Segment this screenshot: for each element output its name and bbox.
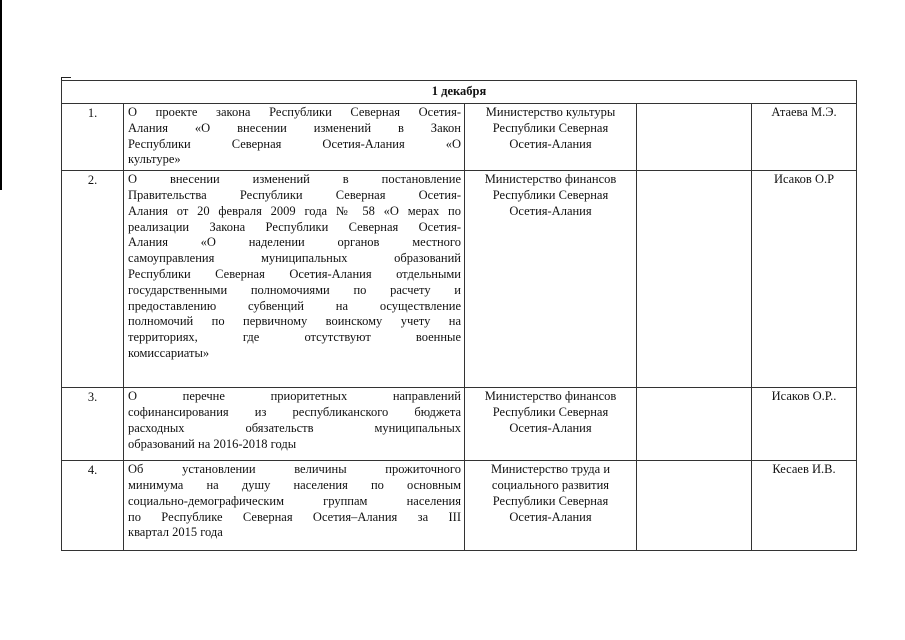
department-line: Министерство культуры [485, 105, 616, 119]
agenda-table [61, 80, 857, 551]
item-title-line: О проекте закона Республики Северная Осетия- [128, 105, 461, 119]
section-date: 1 декабря [62, 81, 857, 104]
item-number: 3. [62, 388, 124, 461]
department-line: Осетия-Алания [509, 420, 592, 435]
item-title-line: Алания от 20 февраля 2009 года № 58 «О мерах по [128, 203, 461, 218]
department-line: Министерство труда и [490, 462, 611, 477]
item-title-line: предоставлению субвенций на осуществление [128, 298, 461, 313]
department-line: Республики Северная [492, 404, 609, 419]
item-department [465, 461, 637, 551]
item-title-line: по Республике Северная Осетия–Алания за III [128, 509, 461, 524]
item-department [465, 388, 637, 461]
item-title-line: образований на 2016-2018 годы [128, 436, 297, 451]
department-line: Осетия-Алания [509, 203, 592, 218]
item-responsible: Исаков О.Р.. [752, 388, 857, 461]
date-header-row [62, 81, 857, 104]
item-title-line: Правительства Республики Северная Осетия- [128, 187, 461, 202]
item-title-line: софинансирования из республиканского бюджета [128, 404, 461, 419]
item-title-line: О перечне приоритетных направлений [128, 389, 461, 404]
item-title-line: социально-демографическим группам населения [128, 493, 461, 508]
item-responsible: Атаева М.Э. [752, 104, 857, 171]
department-line: Республики Северная [492, 120, 609, 135]
item-number: 1. [62, 104, 124, 171]
item-title-line: территориях, где отсутствуют военные [128, 330, 461, 345]
item-responsible: Кесаев И.В. [752, 461, 857, 551]
item-title [124, 388, 465, 461]
item-title-line: Алания «О наделении органов местного [128, 235, 461, 250]
item-number: 2. [62, 171, 124, 388]
item-title-line: реализации Закона Республики Северная Осетия- [128, 219, 461, 234]
item-title-line: расходных обязательств муниципальных [128, 420, 461, 435]
corner-mark [61, 77, 71, 78]
department-line: Республики Северная [492, 187, 609, 202]
department-line: Министерство финансов [484, 172, 617, 187]
item-title-line: полномочий по первичному воинскому учету на [128, 314, 461, 329]
item-title-line: Об установлении величины прожиточного [128, 462, 461, 477]
item-title-line: комиссариаты» [128, 345, 210, 360]
item-department [465, 104, 637, 171]
item-title-line: Республики Северная Осетия-Алания «О [128, 136, 461, 151]
item-title-line: культуре» [128, 152, 181, 167]
item-title-line: самоуправления муниципальных образований [128, 251, 461, 266]
item-department [465, 171, 637, 388]
department-line: Осетия-Алания [509, 509, 592, 524]
department-line: Министерство финансов [484, 389, 617, 404]
item-title-line: Алания «О внесении изменений в Закон [128, 120, 461, 135]
page-edge-bar [0, 0, 2, 190]
table-row [62, 388, 857, 461]
item-title-line: Республики Северная Осетия-Алания отдельными [128, 266, 461, 281]
item-blank-cell [637, 104, 752, 171]
item-blank-cell [637, 388, 752, 461]
item-blank-cell [637, 461, 752, 551]
department-line: социального развития [491, 477, 610, 492]
department-line: Осетия-Алания [509, 136, 592, 151]
item-title-line: государственными полномочиями по расчету и [128, 282, 461, 297]
table-row [62, 171, 857, 388]
item-title-line: квартал 2015 года [128, 525, 223, 540]
item-title [124, 104, 465, 171]
table-row [62, 104, 857, 171]
item-title-line: О внесении изменений в постановление [128, 172, 461, 187]
item-blank-cell [637, 171, 752, 388]
item-title [124, 171, 465, 388]
department-line: Республики Северная [492, 493, 609, 508]
item-title-line: минимума на душу населения по основным [128, 477, 461, 492]
table-row [62, 461, 857, 551]
item-title [124, 461, 465, 551]
item-number: 4. [62, 461, 124, 551]
item-responsible: Исаков О.Р [752, 171, 857, 388]
